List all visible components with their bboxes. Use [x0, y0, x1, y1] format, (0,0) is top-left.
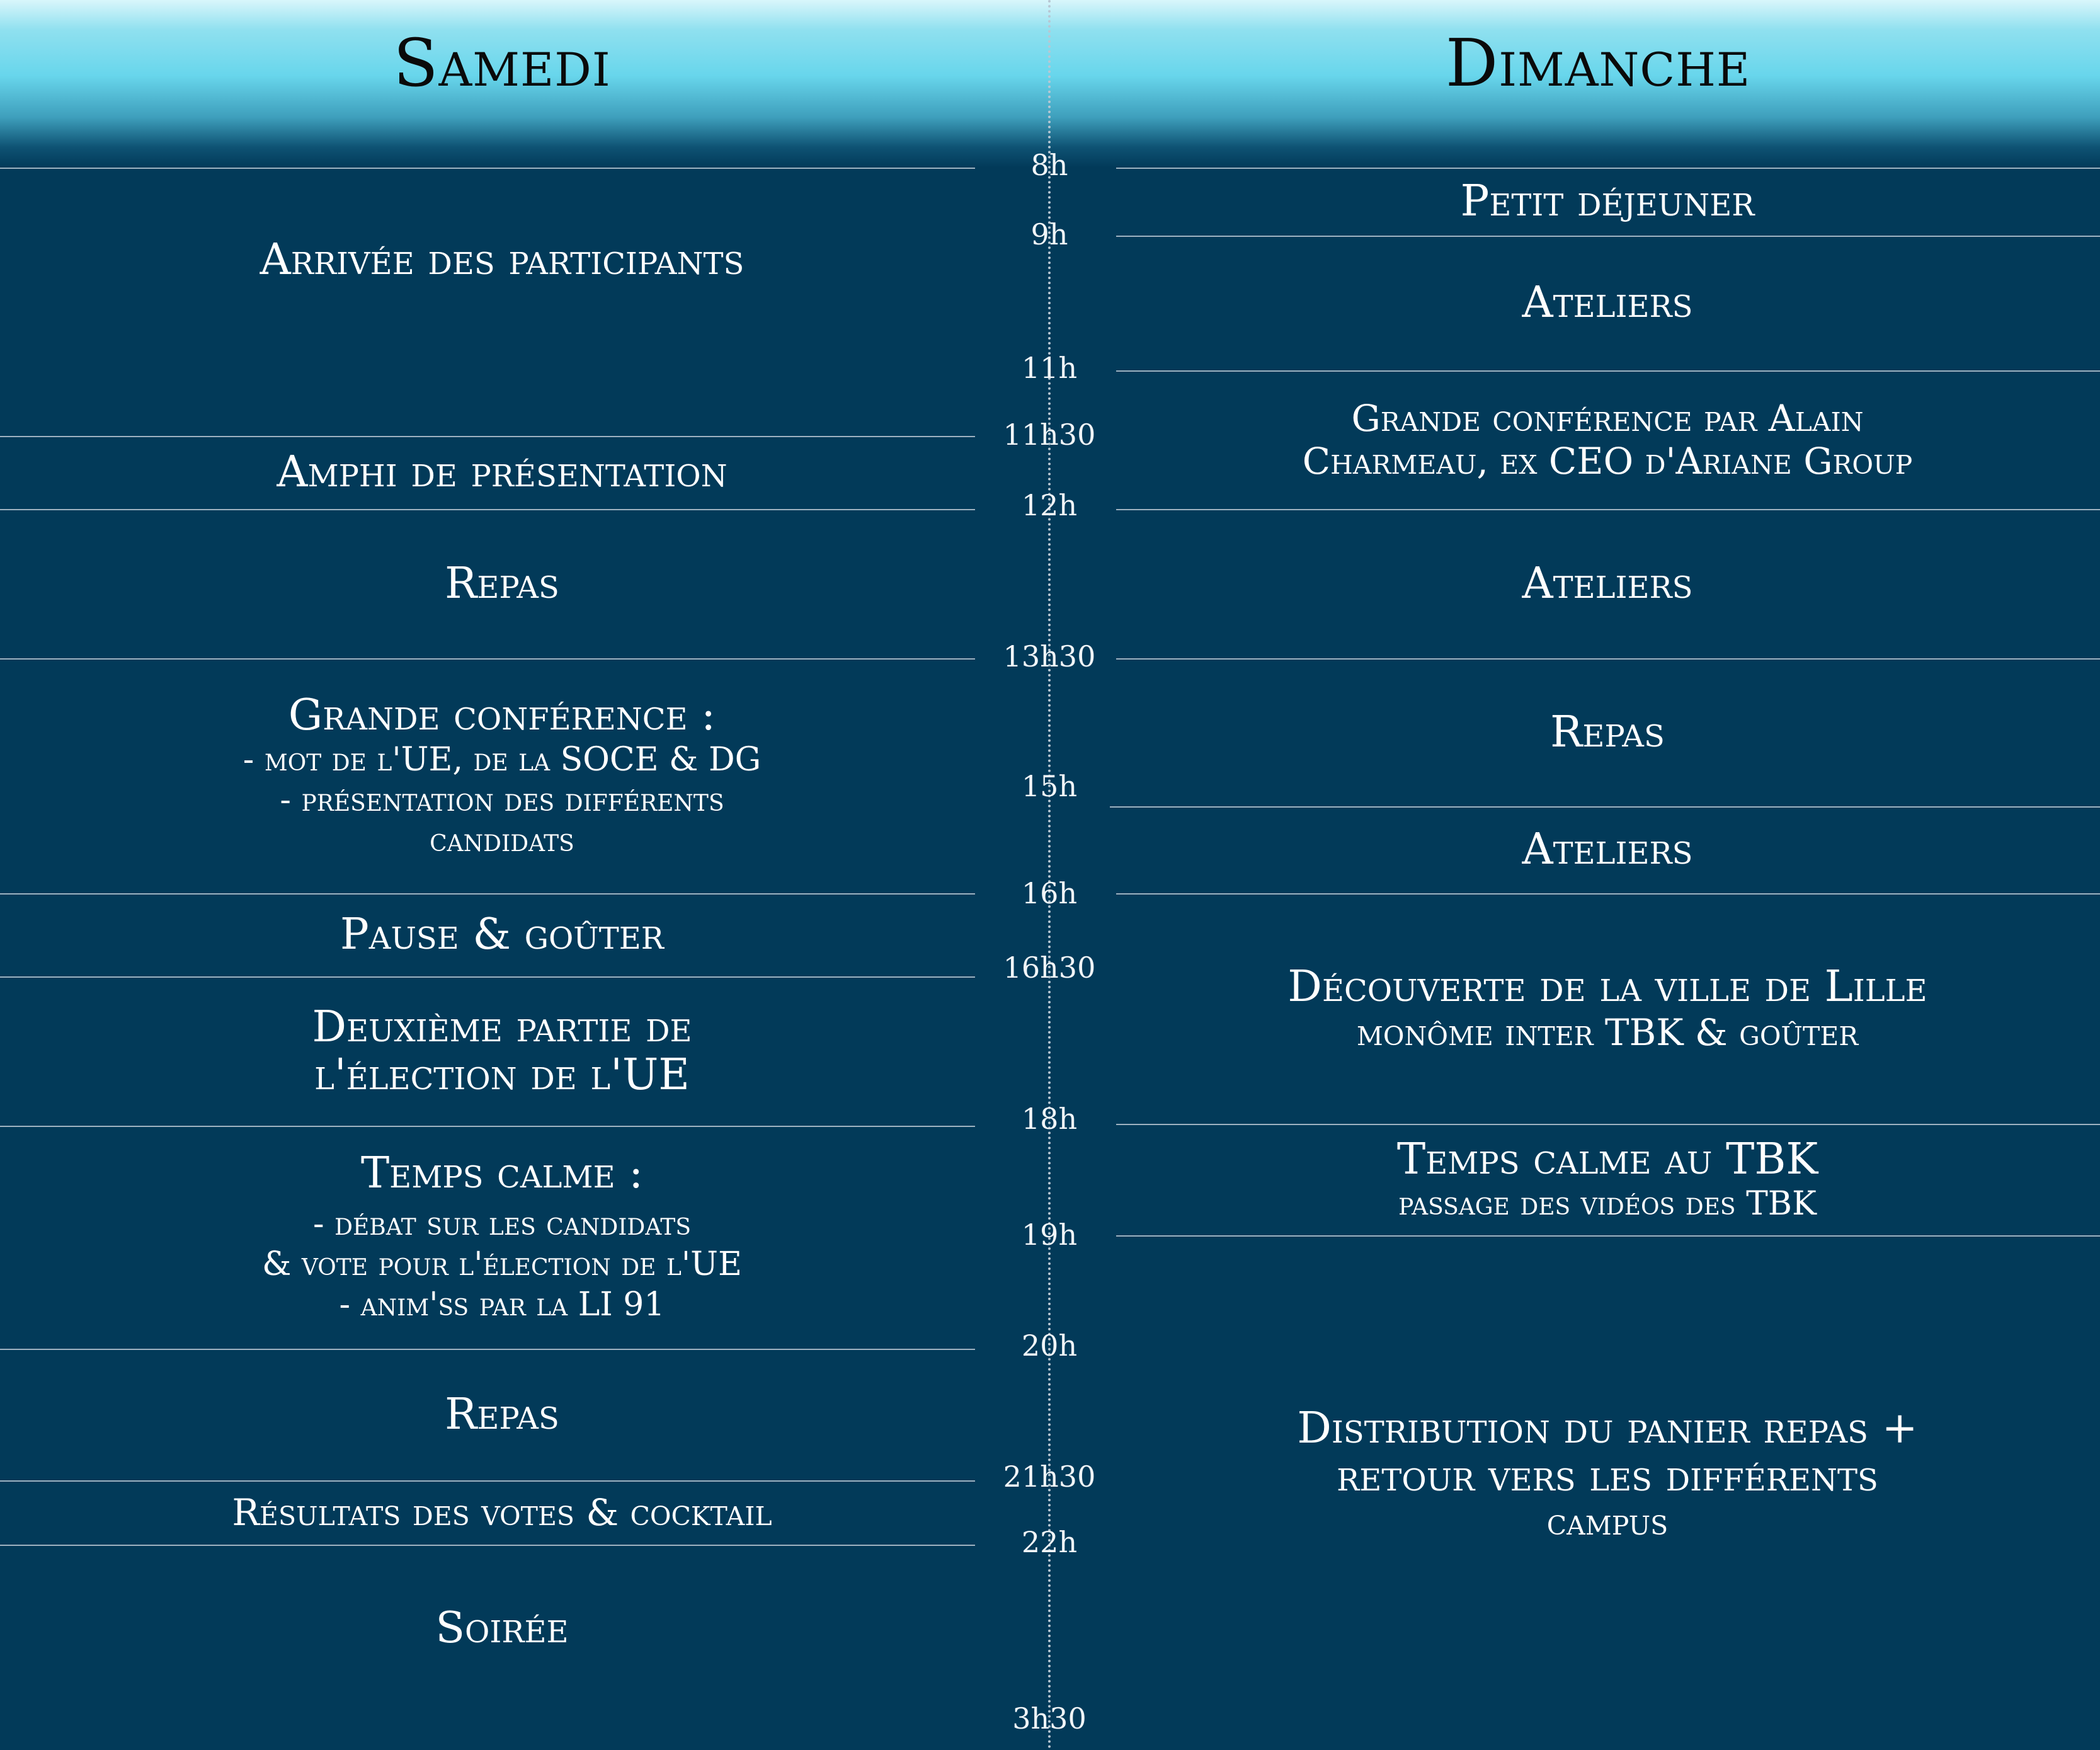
event-title: Grande conférence :: [288, 690, 716, 740]
event-title: Ateliers: [1522, 558, 1693, 609]
event-samedi-grande-conference: [0, 658, 1004, 893]
event-title: Découverte de la ville de Lille: [1287, 962, 1927, 1012]
event-samedi-amphi: [0, 436, 1004, 509]
event-dimanche-temps-calme: [1115, 1124, 2100, 1235]
time-label: 3h30: [1012, 1701, 1087, 1736]
time-label: 18h: [1021, 1102, 1078, 1136]
event-samedi-soiree: [0, 1545, 1004, 1712]
event-dimanche-petit-dejeuner: [1115, 168, 2100, 236]
time-label: 12h: [1021, 488, 1078, 522]
event-dimanche-distribution: [1115, 1235, 2100, 1712]
time-label: 11h: [1021, 351, 1078, 385]
event-title: Temps calme au TBK: [1396, 1134, 1818, 1184]
time-label: 21h30: [1003, 1460, 1096, 1494]
event-subtitle: passage des vidéos des TBK: [1398, 1184, 1817, 1223]
time-label: 16h: [1021, 876, 1078, 910]
event-title: Grande conférence par Alain: [1351, 397, 1864, 440]
event-dimanche-grande-conference: [1115, 370, 2100, 509]
time-label: 9h: [1030, 217, 1068, 251]
event-samedi-arrivee: [0, 168, 1004, 353]
event-line: - présentation des différents: [280, 781, 724, 819]
event-title: Temps calme :: [360, 1148, 644, 1198]
event-dimanche-decouverte-lille: [1115, 893, 2100, 1124]
time-label: 16h30: [1003, 951, 1096, 985]
event-title-line-2: retour vers les différents: [1337, 1451, 1878, 1501]
event-dimanche-ateliers-midi: [1115, 509, 2100, 658]
time-label: 19h: [1021, 1218, 1078, 1252]
event-title: Pause & goûter: [340, 910, 664, 959]
event-line: - débat sur les candidats: [313, 1205, 691, 1243]
event-samedi-resultats: [0, 1480, 1004, 1545]
event-title: Repas: [445, 558, 559, 609]
time-label: 22h: [1021, 1525, 1078, 1559]
event-title: Petit déjeuner: [1460, 176, 1755, 226]
time-label: 11h30: [1003, 418, 1096, 452]
event-line: & vote pour l'élection de l'UE: [262, 1245, 742, 1283]
event-title-line-2: Charmeau, ex CEO d'Ariane Group: [1302, 440, 1913, 483]
event-line: - anim'ss par la LI 91: [339, 1286, 665, 1324]
event-samedi-pause-gouter: [0, 893, 1004, 976]
event-samedi-repas-midi: [0, 509, 1004, 658]
event-title: Repas: [1550, 707, 1665, 757]
event-subtitle: monôme inter TBK & goûter: [1356, 1011, 1859, 1054]
event-title: Arrivée des participants: [260, 235, 745, 285]
event-title: Repas: [445, 1389, 559, 1439]
day-title-samedi: Samedi: [393, 25, 611, 101]
event-dimanche-ateliers-matin: [1115, 236, 2100, 370]
event-title: Ateliers: [1522, 825, 1693, 874]
event-line: candidats: [430, 821, 574, 859]
event-samedi-temps-calme: [0, 1126, 1004, 1349]
time-label: 13h30: [1003, 639, 1096, 673]
time-label: 8h: [1030, 148, 1068, 182]
event-dimanche-repas: [1115, 658, 2100, 806]
event-line: - mot de l'UE, de la SOCE & DG: [243, 740, 762, 779]
time-label: 15h: [1021, 769, 1078, 803]
day-title-dimanche: Dimanche: [1445, 25, 1751, 101]
event-title: Deuxième partie de: [312, 1002, 692, 1052]
event-title: Résultats des votes & cocktail: [232, 1491, 772, 1534]
event-samedi-repas-soir: [0, 1349, 1004, 1480]
event-title: Soirée: [435, 1603, 569, 1653]
event-title: Distribution du panier repas +: [1297, 1403, 1918, 1453]
event-samedi-deuxieme-partie: [0, 976, 1004, 1126]
event-title-line-2: l'élection de l'UE: [314, 1049, 690, 1100]
event-dimanche-ateliers-apres-midi: [1115, 806, 2100, 893]
event-title: Amphi de présentation: [277, 447, 728, 497]
event-title-line-3: campus: [1546, 1500, 1669, 1543]
time-label: 20h: [1021, 1329, 1078, 1363]
event-title: Ateliers: [1522, 278, 1693, 328]
